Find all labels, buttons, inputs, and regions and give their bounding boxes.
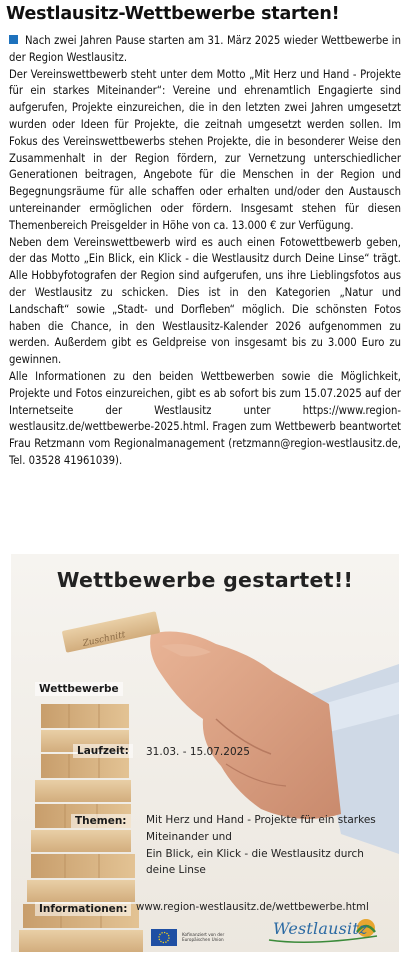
westlausitz-logo: Westlausitz <box>273 919 368 938</box>
paragraph-fotowettbewerb: Neben dem Vereinswettbewerb wird es auch einen Fotowettbewerb geben, der das Motto „Ein Blick, ein Klick - die Westlausitz durch Deine Linse“ trägt. Alle Hobbyfotografen der Region sind aufgerufen, uns ihre Lieblingsfotos aus der Westlausitz zu schicken. Dies ist in den Kategorien „Natur und Landschaft“ sowie „Stadt- und Dorfleben“ möglich. Die schönsten Fotos haben die Chance, in den Westlausitz-Kalender 2026 aufgenommen zu werden. Außerdem gibt es Geldpreise von insgesamt bis zu 3.000 Euro zu gewinnen. <box>9 235 401 367</box>
paragraph-vereinswettbewerb: Der Vereinswettbewerb steht unter dem Motto „Mit Herz und Hand - Projekte für ein starkes Miteinander“: Vereine und ehrenamtlich Engagierte sind aufgerufen, Projekte einzureichen, die in den letzten zwei Jahren umgesetzt wurden oder Ideen für Projekte, die zeitnah umgesetzt werden sollen. Im Fokus des Vereinswettbewerbs stehen Projekte, die in besonderer Weise den Zusammenhalt in der Region fördern, zur Vernetzung unterschiedlicher Generationen beitragen, Angebote für die Menschen in der Region und Begegnungsräume für alle schaffen oder erhalten und/oder den Austausch untereinander ermöglichen oder fördern. Insgesamt stehen für diesen Themenbereich Preisgelder in Höhe von ca. 13.000 € zur Verfügung. <box>9 67 401 232</box>
themen-line: Ein Blick, ein Klick - die Westlausitz durch <box>146 847 364 860</box>
intro-paragraph: Nach zwei Jahren Pause starten am 31. März 2025 wieder Wettbewerbe in der Region Westlausitz. <box>9 34 401 64</box>
eu-flag-icon <box>151 929 177 946</box>
headline: Westlausitz-Wettbewerbe starten! <box>6 4 340 24</box>
paragraph-informationen: Alle Informationen zu den beiden Wettbewerben sowie die Möglichkeit, Projekte und Fotos einzureichen, gibt es ab sofort bis zum 15.07.2025 auf der Internetseite der Westlausitz unter https://www.region-westlausitz.de/wettbewerbe-2025.html. Fragen zum Wettbewerb beantwortet Frau Retzmann vom Regionalmanagement (retzmann@region-westlausitz.de, Tel. 03528 41961039). <box>9 369 401 467</box>
article-body <box>9 33 401 470</box>
square-bullet-icon <box>9 35 18 44</box>
themen-line: Miteinander und <box>146 830 232 843</box>
eu-funding-text: Kofinanziert von der Europäischen Union <box>182 932 225 942</box>
label-wettbewerbe: Wettbewerbe <box>35 682 123 696</box>
label-themen: Themen: <box>71 814 131 828</box>
themen-line: Mit Herz und Hand - Projekte für ein starkes <box>146 814 376 826</box>
ad-title: Wettbewerbe gestartet!! <box>56 568 354 592</box>
themen-line: deine Linse <box>146 864 206 877</box>
block-label: Zuschnitt <box>81 630 127 649</box>
label-laufzeit: Laufzeit: <box>73 744 133 758</box>
label-informationen: Informationen: <box>35 902 131 916</box>
info-url[interactable]: www.region-westlausitz.de/wettbewerbe.html <box>136 902 369 913</box>
laufzeit-value: 31.03. - 15.07.2025 <box>146 746 250 758</box>
advertisement-image <box>11 554 399 952</box>
themen-text <box>146 812 376 879</box>
